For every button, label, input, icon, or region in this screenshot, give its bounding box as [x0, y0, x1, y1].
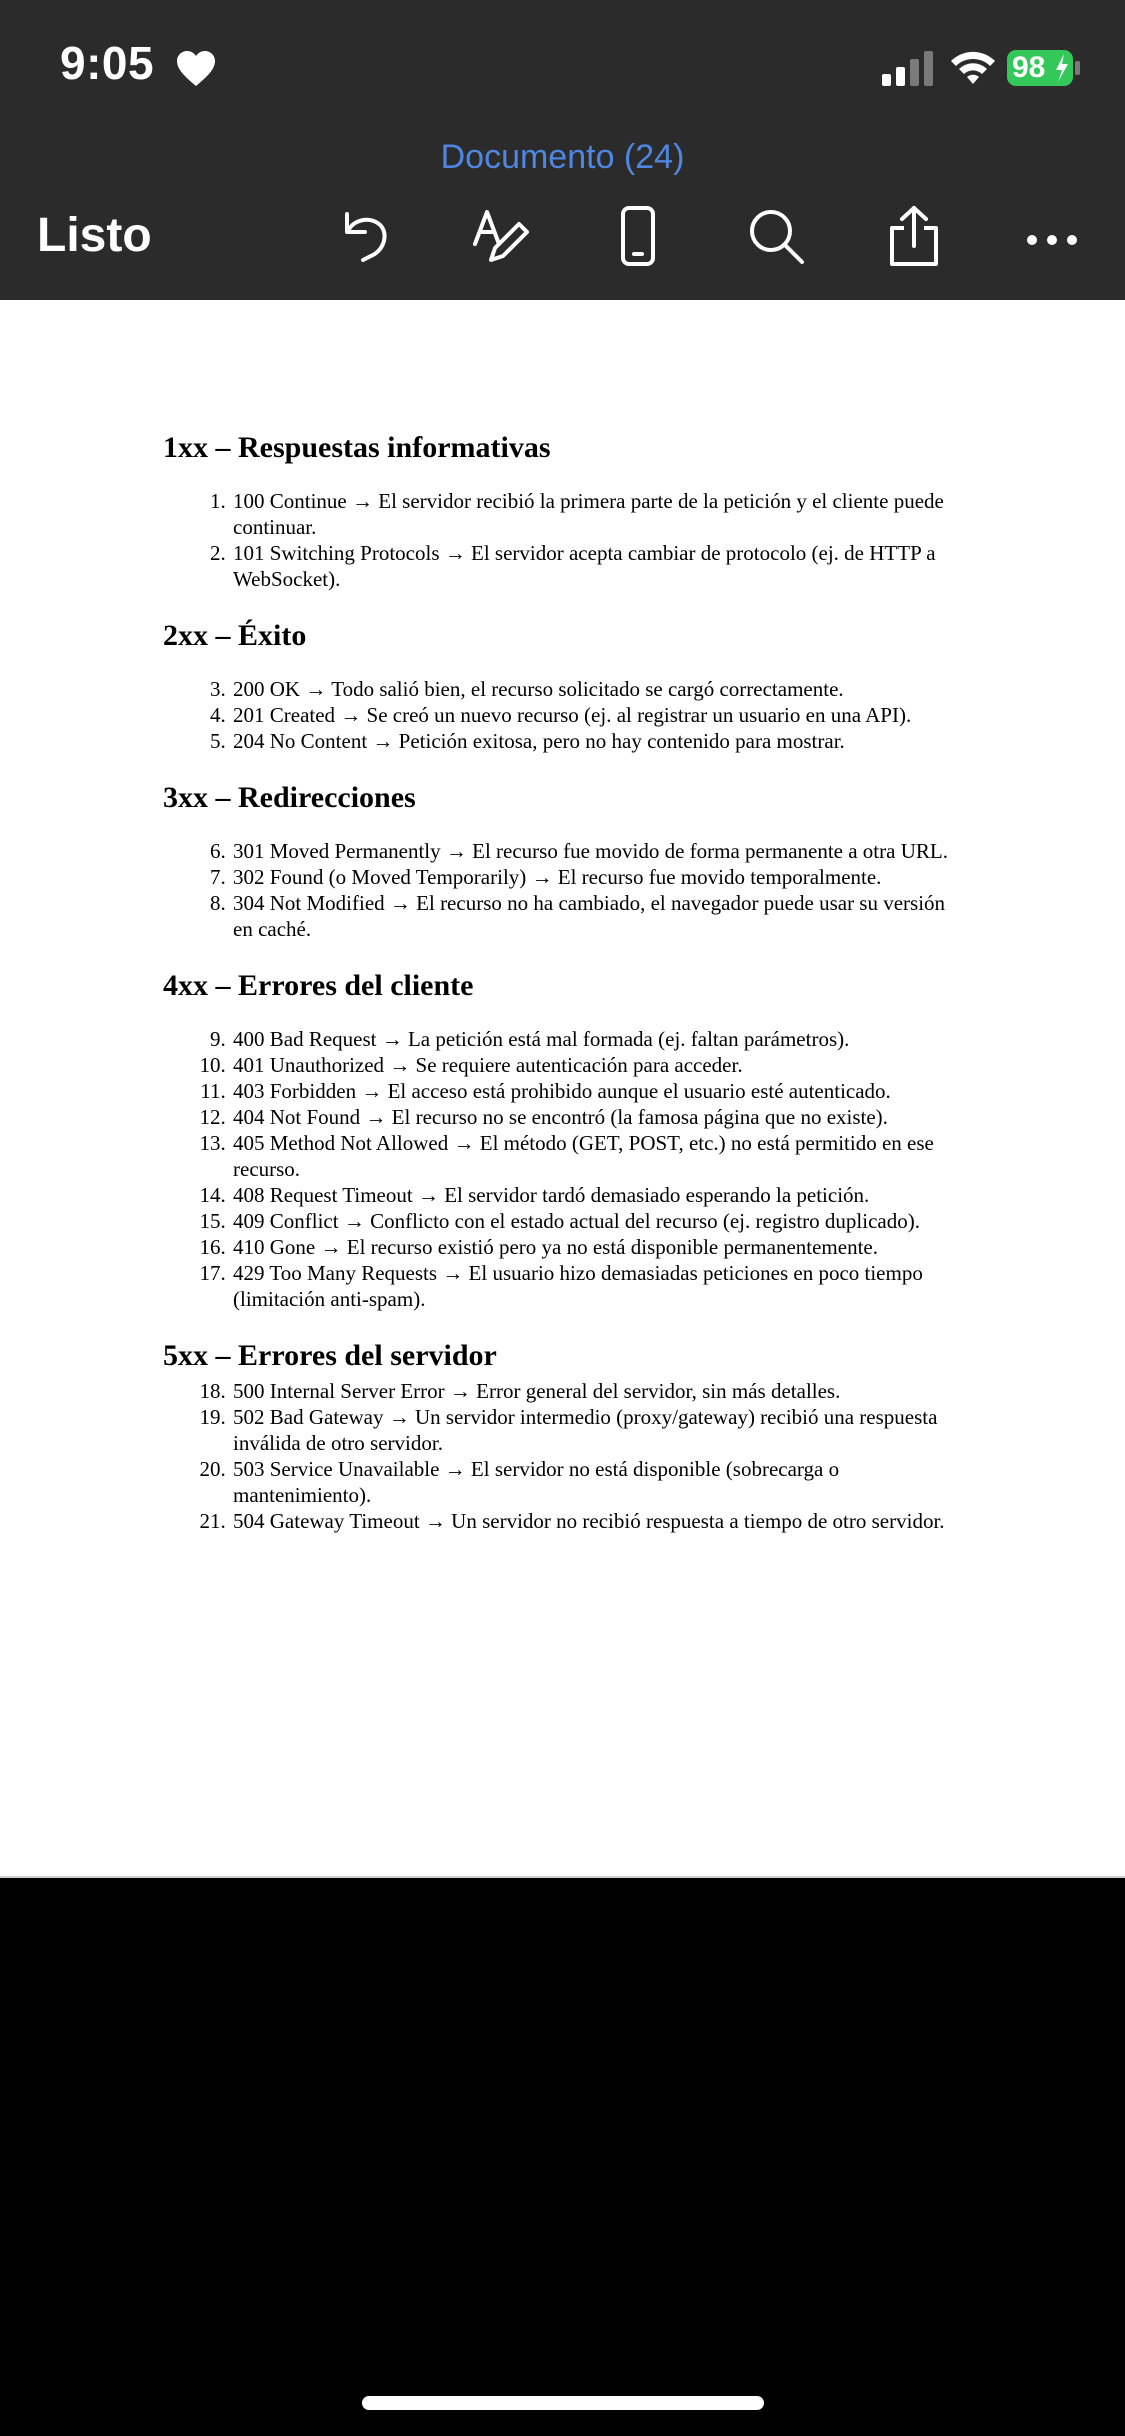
heart-icon [176, 50, 216, 88]
status-code-list [163, 838, 963, 942]
list-item: 7. 302 Found (o Moved Temporarily) → El recurso fue movido temporalmente. [231, 864, 963, 890]
document-content [163, 430, 963, 1560]
list-item: 4. 201 Created → Se creó un nuevo recurso (ej. al registrar un usuario en una API). [231, 702, 963, 728]
status-code-list [163, 1378, 963, 1534]
list-item: 14. 408 Request Timeout → El servidor tardó demasiado esperando la petición. [231, 1182, 963, 1208]
list-item: 12. 404 Not Found → El recurso no se encontró (la famosa página que no existe). [231, 1104, 963, 1130]
undo-button[interactable] [329, 200, 401, 272]
section-heading: 2xx – Éxito [163, 619, 307, 652]
undo-icon [333, 204, 397, 268]
list-item: 17. 429 Too Many Requests → El usuario hizo demasiadas peticiones en poco tiempo (limitación anti-spam). [231, 1260, 963, 1312]
list-item: 18. 500 Internal Server Error → Error general del servidor, sin más detalles. [231, 1378, 963, 1404]
more-button[interactable] [1016, 200, 1088, 272]
search-icon [744, 204, 808, 268]
list-item: 2. 101 Switching Protocols → El servidor acepta cambiar de protocolo (ej. de HTTP a WebSocket). [231, 540, 963, 592]
status-code-list [163, 676, 963, 754]
document-section [163, 430, 963, 592]
status-code-list [163, 1026, 963, 1312]
home-indicator[interactable] [362, 2396, 764, 2410]
cellular-signal-icon [880, 50, 936, 86]
section-heading: 3xx – Redirecciones [163, 781, 416, 814]
share-button[interactable] [878, 200, 950, 272]
markup-icon [469, 204, 533, 268]
list-item: 21. 504 Gateway Timeout → Un servidor no recibió respuesta a tiempo de otro servidor. [231, 1508, 963, 1534]
list-item: 13. 405 Method Not Allowed → El método (GET, POST, etc.) no está permitido en ese recurso. [231, 1130, 963, 1182]
section-heading: 5xx – Errores del servidor [163, 1339, 497, 1372]
share-icon [882, 204, 946, 268]
list-item: 16. 410 Gone → El recurso existió pero ya no está disponible permanentemente. [231, 1234, 963, 1260]
list-item: 15. 409 Conflict → Conflicto con el estado actual del recurso (ej. registro duplicado). [231, 1208, 963, 1234]
list-item: 1. 100 Continue → El servidor recibió la primera parte de la petición y el cliente puede continuar. [231, 488, 963, 540]
markup-button[interactable] [465, 200, 537, 272]
section-heading: 4xx – Errores del cliente [163, 969, 474, 1002]
list-item: 19. 502 Bad Gateway → Un servidor intermedio (proxy/gateway) recibió una respuesta inválida de otro servidor. [231, 1404, 963, 1456]
document-section [163, 780, 963, 942]
list-item: 8. 304 Not Modified → El recurso no ha cambiado, el navegador puede usar su versión en caché. [231, 890, 963, 942]
document-page[interactable] [0, 300, 1125, 1878]
list-item: 5. 204 No Content → Petición exitosa, pero no hay contenido para mostrar. [231, 728, 963, 754]
document-section [163, 1338, 963, 1534]
list-item: 20. 503 Service Unavailable → El servidor no está disponible (sobrecarga o mantenimiento). [231, 1456, 963, 1508]
search-button[interactable] [740, 200, 812, 272]
document-section [163, 618, 963, 754]
list-item: 9. 400 Bad Request → La petición está mal formada (ej. faltan parámetros). [231, 1026, 963, 1052]
device-button[interactable] [602, 200, 674, 272]
list-item: 10. 401 Unauthorized → Se requiere autenticación para acceder. [231, 1052, 963, 1078]
done-button[interactable]: Listo [37, 209, 152, 262]
status-code-list [163, 488, 963, 592]
document-title: Documento (24) [440, 138, 685, 176]
list-item: 6. 301 Moved Permanently → El recurso fue movido de forma permanente a otra URL. [231, 838, 963, 864]
document-section [163, 968, 963, 1312]
top-bar [0, 0, 1125, 300]
battery-level: 98 [1012, 51, 1046, 84]
list-item: 3. 200 OK → Todo salió bien, el recurso solicitado se cargó correctamente. [231, 676, 963, 702]
device-icon [606, 204, 670, 268]
more-icon [1020, 204, 1084, 268]
status-time: 9:05 [60, 37, 155, 89]
wifi-icon [948, 48, 998, 86]
section-heading: 1xx – Respuestas informativas [163, 431, 551, 464]
list-item: 11. 403 Forbidden → El acceso está prohibido aunque el usuario esté autenticado. [231, 1078, 963, 1104]
